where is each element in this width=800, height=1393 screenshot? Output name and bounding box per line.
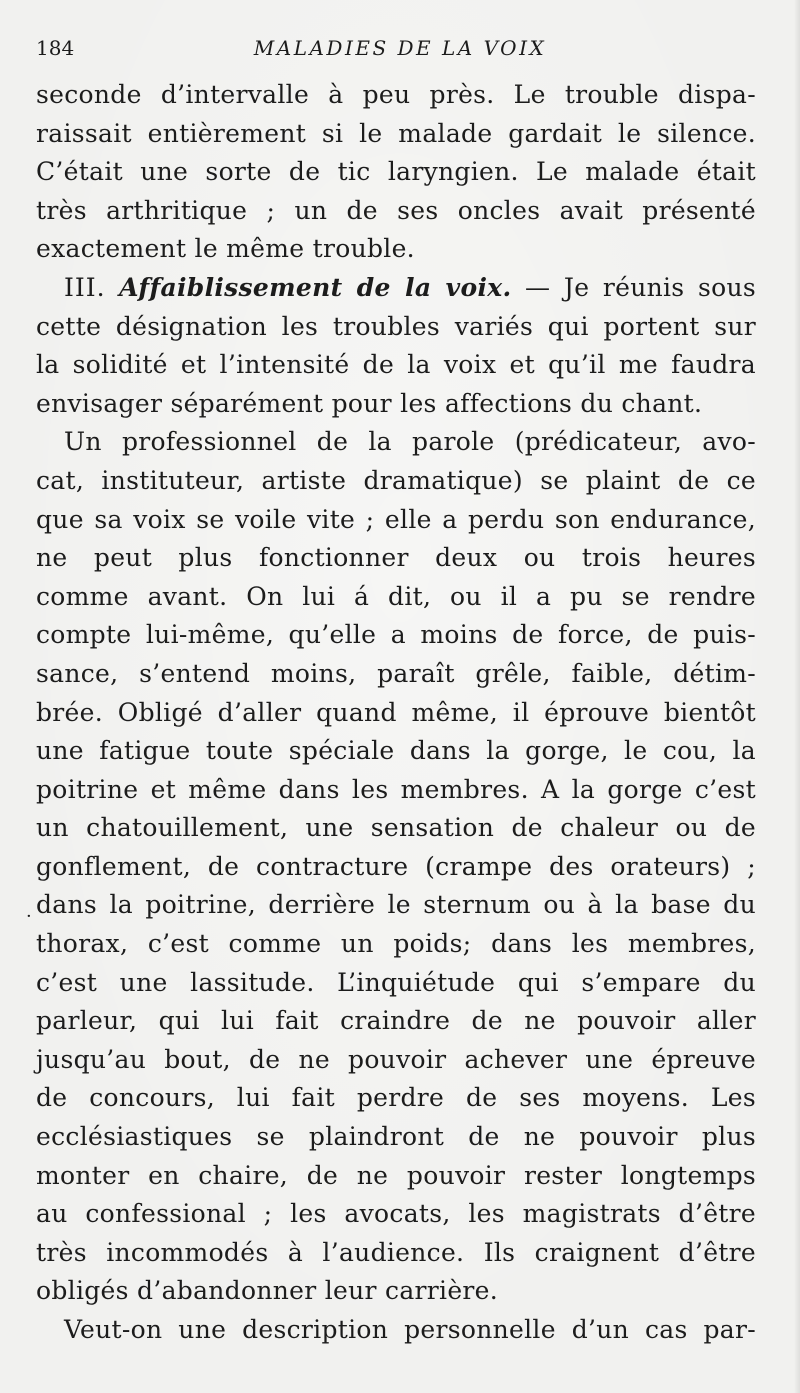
text-line: seconde d’intervalle à peu près. Le trouble dispa- — [36, 80, 756, 109]
text-line: monter en chaire, de ne pouvoir rester longtemps — [36, 1160, 756, 1190]
section-heading-line — [36, 269, 756, 308]
text-line: C’était une sorte de tic laryngien. Le malade était — [36, 157, 756, 187]
page-number: 184 — [36, 36, 75, 60]
text-line: cat, instituteur, artiste dramatique) se plaint de ce — [36, 465, 756, 495]
text-line: envisager séparément pour les affections du chant. — [36, 388, 703, 418]
text-line: parleur, qui lui fait craindre de ne pouvoir aller — [36, 1006, 756, 1036]
running-title: MALADIES DE LA VOIX — [253, 36, 547, 60]
section-line-rest: — Je réunis sous — [525, 272, 756, 302]
text-line: brée. Obligé d’aller quand même, il éprouve bientôt — [36, 697, 756, 727]
paragraph-first-line: Veut-on une description personnelle d’un cas par- — [64, 1315, 756, 1344]
margin-mark: · — [26, 906, 32, 927]
text-line: un chatouillement, une sensation de chaleur ou de — [36, 813, 756, 843]
paragraph-first-line: Un professionnel de la parole (prédicateur, avo- — [64, 427, 756, 457]
text-line: au confessional ; les avocats, les magistrats d’être — [36, 1199, 756, 1229]
text-line: ecclésiastiques se plaindront de ne pouvoir plus — [36, 1122, 756, 1152]
text-line: c’est une lassitude. L’inquiétude qui s’empare du — [36, 967, 756, 997]
text-line: jusqu’au bout, de ne pouvoir achever une épreuve — [36, 1044, 756, 1074]
text-line: la solidité et l’intensité de la voix et qu’il me faudra — [36, 350, 756, 380]
text-line: une fatigue toute spéciale dans la gorge, le cou, la — [36, 736, 756, 766]
text-line: cette désignation les troubles variés qui portent sur — [36, 311, 756, 341]
text-line: dans la poitrine, derrière le sternum ou à la base du — [36, 890, 756, 920]
text-line: raissait entièrement si le malade gardait le silence. — [36, 118, 756, 148]
text-line: de concours, lui fait perdre de ses moyens. Les — [36, 1083, 756, 1113]
body-text — [36, 76, 756, 1350]
text-line: très arthritique ; un de ses oncles avait présenté — [36, 195, 756, 225]
text-line: compte lui-même, qu’elle a moins de force, de puis- — [36, 620, 756, 650]
text-line: très incommodés à l’audience. Ils craignent d’être — [36, 1237, 756, 1267]
text-line: obligés d’abandonner leur carrière. — [36, 1276, 499, 1306]
section-title: Affaiblissement de la voix. — [119, 272, 512, 302]
running-head — [0, 36, 800, 64]
page-edge-shadow — [794, 0, 800, 1393]
text-line: comme avant. On lui á dit, ou il a pu se rendre — [36, 581, 756, 611]
text-line: sance, s’entend moins, paraît grêle, faible, détim- — [36, 658, 756, 688]
text-line: ne peut plus fonctionner deux ou trois heures — [36, 543, 756, 573]
section-number: III. — [64, 272, 106, 302]
text-line: que sa voix se voile vite ; elle a perdu son endurance, — [36, 504, 756, 534]
text-line: poitrine et même dans les membres. A la gorge c’est — [36, 774, 756, 804]
text-line: exactement le même trouble. — [36, 234, 415, 264]
text-line: thorax, c’est comme un poids; dans les membres, — [36, 929, 756, 959]
text-line: gonflement, de contracture (crampe des orateurs) ; — [36, 851, 756, 881]
